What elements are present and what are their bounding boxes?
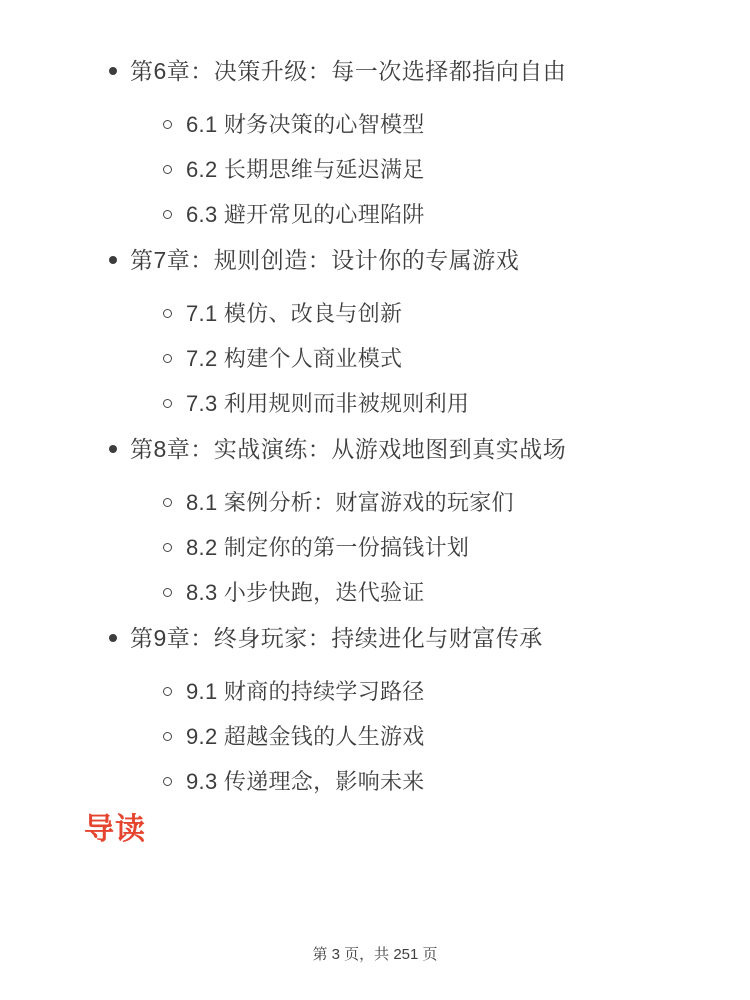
toc-subsection <box>84 155 710 184</box>
bullet-circle-icon <box>163 498 172 507</box>
subsection-title: 8.2 制定你的第一份搞钱计划 <box>186 535 470 560</box>
page-footer <box>0 943 750 964</box>
subsection-list <box>84 110 710 229</box>
chapter-row <box>84 434 710 464</box>
subsection-title: 6.3 避开常见的心理陷阱 <box>186 202 425 227</box>
toc-subsection <box>84 578 710 607</box>
chapter-row <box>84 623 710 653</box>
bullet-circle-icon <box>163 687 172 696</box>
section-heading-guide: 导读 <box>84 813 146 846</box>
bullet-circle-icon <box>163 309 172 318</box>
chapter-title: 第9章：终身玩家：持续进化与财富传承 <box>130 625 543 651</box>
subsection-title: 8.1 案例分析：财富游戏的玩家们 <box>186 490 514 515</box>
chapter-title: 第8章：实战演练：从游戏地图到真实战场 <box>130 436 567 462</box>
bullet-circle-icon <box>163 399 172 408</box>
subsection-title: 7.2 构建个人商业模式 <box>186 346 403 371</box>
subsection-title: 9.3 传递理念，影响未来 <box>186 769 425 794</box>
subsection-title: 7.1 模仿、改良与创新 <box>186 301 403 326</box>
subsection-title: 6.1 财务决策的心智模型 <box>186 112 425 137</box>
subsection-title: 8.3 小步快跑，迭代验证 <box>186 580 425 605</box>
toc-subsection <box>84 722 710 751</box>
chapter-title: 第7章：规则创造：设计你的专属游戏 <box>130 247 520 273</box>
chapter-title: 第6章：决策升级：每一次选择都指向自由 <box>130 58 567 84</box>
subsection-title: 9.1 财商的持续学习路径 <box>186 679 425 704</box>
toc-chapter-7 <box>84 245 710 418</box>
bullet-circle-icon <box>163 588 172 597</box>
chapter-row <box>84 56 710 86</box>
toc-subsection <box>84 533 710 562</box>
subsection-title: 6.2 长期思维与延迟满足 <box>186 157 425 182</box>
toc-subsection <box>84 110 710 139</box>
subsection-list <box>84 299 710 418</box>
bullet-circle-icon <box>163 210 172 219</box>
toc-subsection <box>84 488 710 517</box>
toc-chapter-6 <box>84 56 710 229</box>
bullet-circle-icon <box>163 543 172 552</box>
bullet-circle-icon <box>163 354 172 363</box>
bullet-disc-icon <box>109 67 117 75</box>
subsection-list <box>84 488 710 607</box>
chapter-row <box>84 245 710 275</box>
toc-subsection <box>84 344 710 373</box>
bullet-disc-icon <box>109 256 117 264</box>
toc-subsection <box>84 767 710 796</box>
toc-chapter-9 <box>84 623 710 796</box>
subsection-title: 9.2 超越金钱的人生游戏 <box>186 724 425 749</box>
toc-subsection <box>84 299 710 328</box>
page-indicator: 第 3 页，共 251 页 <box>312 946 438 963</box>
bullet-circle-icon <box>163 777 172 786</box>
bullet-disc-icon <box>109 634 117 642</box>
toc-subsection <box>84 389 710 418</box>
bullet-disc-icon <box>109 445 117 453</box>
toc-subsection <box>84 200 710 229</box>
toc-subsection <box>84 677 710 706</box>
subsection-list <box>84 677 710 796</box>
subsection-title: 7.3 利用规则而非被规则利用 <box>186 391 470 416</box>
bullet-circle-icon <box>163 732 172 741</box>
bullet-circle-icon <box>163 165 172 174</box>
bullet-circle-icon <box>163 120 172 129</box>
toc-chapter-8 <box>84 434 710 607</box>
